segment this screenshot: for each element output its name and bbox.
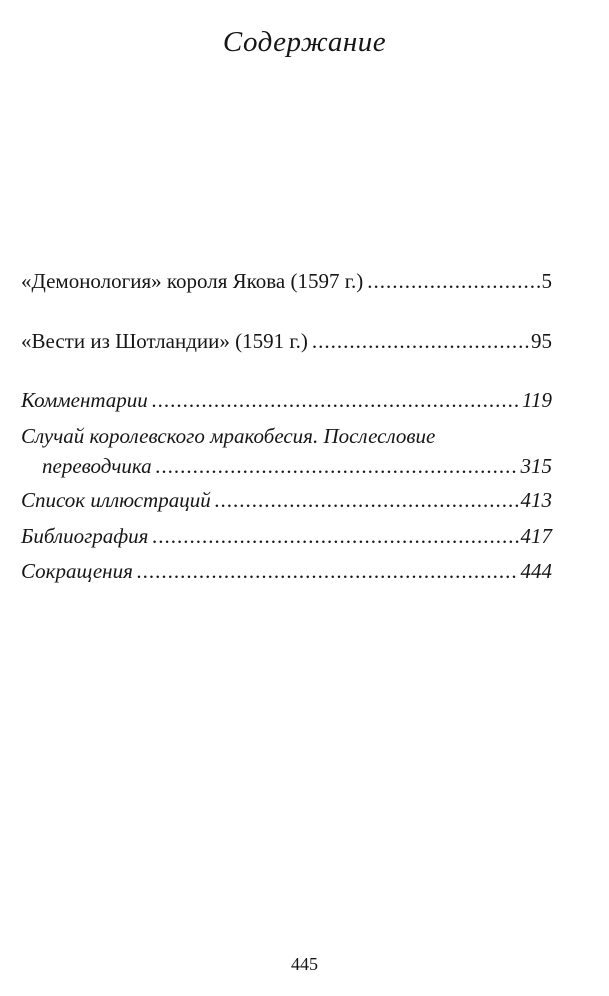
toc-entry-illustrations <box>21 485 552 515</box>
toc-entry-page: 444 <box>520 559 552 583</box>
toc-entry-page: 413 <box>520 488 552 512</box>
toc-entry-label: «Вести из Шотландии» (1591 г.) <box>21 329 308 353</box>
dot-leader <box>312 326 529 356</box>
toc-entry-page: 119 <box>522 388 552 412</box>
toc-entry-label: Комментарии <box>21 388 148 412</box>
toc-entry-bibliography <box>21 521 552 551</box>
toc-entry-page: 95 <box>531 329 552 353</box>
toc-entry-label: Библиография <box>21 524 149 548</box>
toc-entry-label: Сокращения <box>21 559 133 583</box>
toc-entry-label: «Демонология» короля Якова (1597 г.) <box>21 269 364 293</box>
toc-entry-news-from-scotland <box>21 326 552 356</box>
dot-leader <box>137 556 519 586</box>
dot-leader <box>152 385 520 415</box>
toc-entry-label-line2: переводчика <box>42 454 152 478</box>
dot-leader <box>367 266 539 296</box>
toc-entry-page: 315 <box>520 454 552 478</box>
page-number: 445 <box>291 954 318 974</box>
dot-leader <box>215 485 519 515</box>
dot-leader <box>156 451 519 481</box>
dot-leader <box>152 521 518 551</box>
toc-entry-commentary <box>21 385 552 415</box>
toc-entry-page: 5 <box>541 269 552 293</box>
toc-entry-page: 417 <box>520 524 552 548</box>
toc-entry-demonology <box>21 266 552 296</box>
toc-entry-abbreviations <box>21 556 552 586</box>
page-title: Содержание <box>222 26 387 58</box>
toc-entry-label: Список иллюстраций <box>21 488 211 512</box>
toc-entry-afterword <box>21 421 552 481</box>
toc-entry-label-line1: Случай королевского мракобесия. Послесловие <box>21 424 436 448</box>
